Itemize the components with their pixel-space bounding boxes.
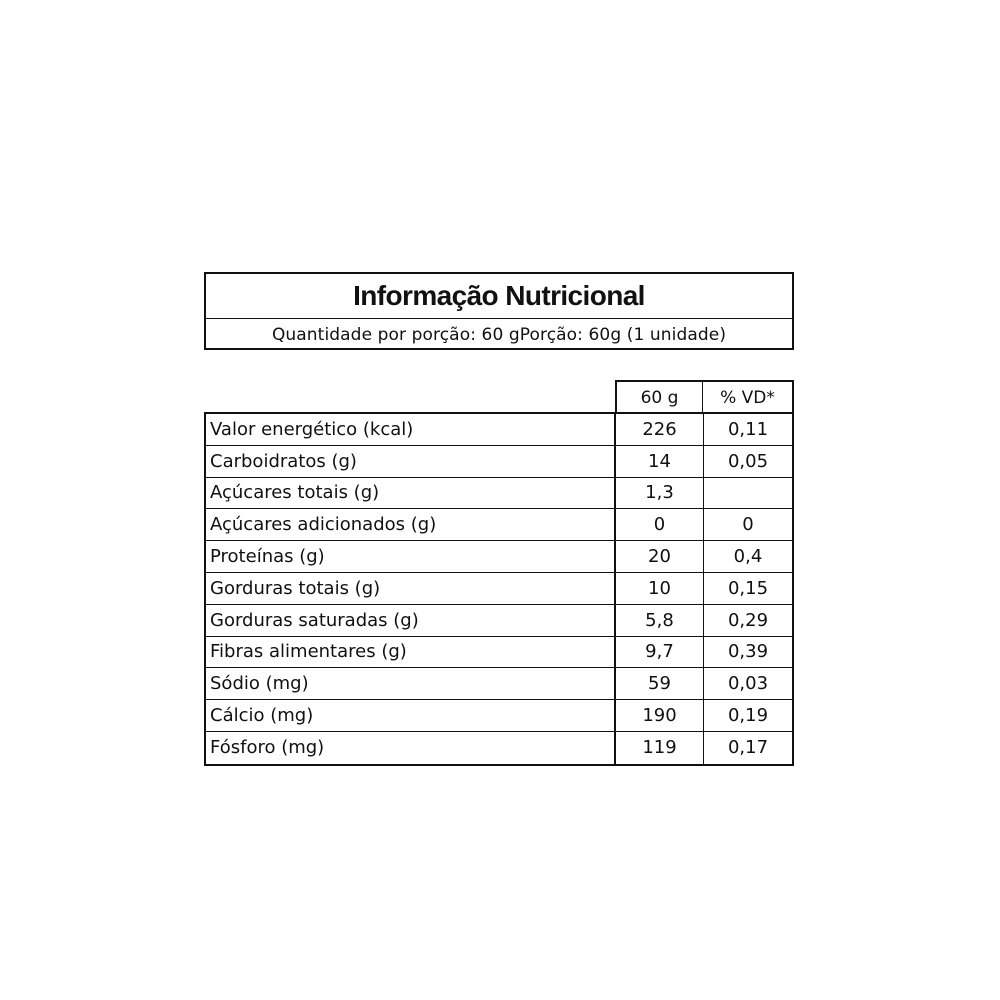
nutrient-name: Açúcares totais (g) [206,478,616,509]
nutrition-table [204,412,794,766]
nutrient-name: Sódio (mg) [206,668,616,699]
table-row [206,700,792,732]
table-row [206,605,792,637]
nutrient-quantity: 119 [616,732,704,764]
nutrition-header [204,272,794,350]
table-row [206,637,792,669]
table-row [206,668,792,700]
nutrient-name: Valor energético (kcal) [206,414,616,445]
nutrient-name: Proteínas (g) [206,541,616,572]
nutrient-daily-value: 0,05 [727,450,769,472]
nutrient-daily-value: 0,19 [727,705,769,727]
nutrient-daily-value: 0,15 [727,577,769,599]
table-title: Informação Nutricional [206,274,792,319]
nutrient-quantity: 1,3 [616,478,704,509]
nutrient-quantity: 0 [616,509,704,540]
table-row [206,573,792,605]
nutrient-quantity: 5,8 [616,605,704,636]
nutrient-daily-value: 0,03 [727,673,769,695]
table-row [206,509,792,541]
quantity-column-header: 60 g [615,380,703,413]
nutrient-daily-value: 0,29 [727,609,769,631]
nutrient-name: Gorduras totais (g) [206,573,616,604]
nutrient-name: Carboidratos (g) [206,446,616,477]
nutrient-daily-value: 0,11 [727,418,769,440]
table-row [206,541,792,573]
nutrient-name: Fósforo (mg) [206,732,616,764]
table-row [206,478,792,510]
nutrient-daily-value: 0 [742,514,754,536]
table-row [206,446,792,478]
nutrient-quantity: 20 [616,541,704,572]
nutrient-name: Fibras alimentares (g) [206,637,616,668]
nutrient-daily-value: 0,4 [733,546,763,568]
nutrient-quantity: 226 [616,414,704,445]
serving-size-text: Quantidade por porção: 60 gPorção: 60g (1 unidade) [271,324,727,345]
nutrient-name: Cálcio (mg) [206,700,616,731]
nutrient-quantity: 9,7 [616,637,704,668]
nutrient-daily-value: 0,17 [727,737,769,759]
nutrient-quantity: 59 [616,668,704,699]
nutrient-name: Gorduras saturadas (g) [206,605,616,636]
nutrient-daily-value [704,478,792,509]
nutrient-quantity: 14 [616,446,704,477]
table-row [206,732,792,764]
nutrient-daily-value: 0,39 [727,641,769,663]
table-row [206,414,792,446]
nutrient-quantity: 10 [616,573,704,604]
daily-value-column-header: % VD* [703,380,794,413]
nutrient-quantity: 190 [616,700,704,731]
nutrient-name: Açúcares adicionados (g) [206,509,616,540]
